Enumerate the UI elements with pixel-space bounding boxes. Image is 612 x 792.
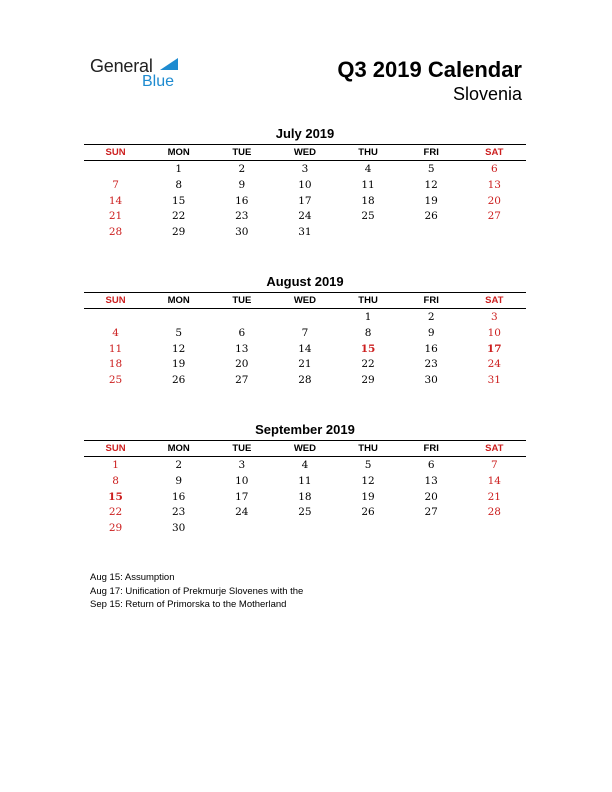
day-cell: 4 (112, 326, 119, 339)
day-cell: 21 (298, 358, 312, 371)
weekday-sun: SUN (105, 443, 126, 454)
day-cell: 26 (424, 210, 438, 223)
day-cell: 2 (175, 459, 183, 471)
day-cell: 30 (172, 522, 186, 535)
day-cell: 7 (301, 326, 309, 339)
weekday-sun: SUN (105, 295, 126, 306)
weekday-thu: THU (358, 295, 378, 306)
month-title: August 2019 (266, 274, 344, 289)
day-cell: 18 (108, 358, 123, 371)
day-cell: 11 (298, 474, 312, 487)
day-cell: 3 (490, 311, 498, 323)
day-cell: 20 (487, 194, 501, 207)
weekday-sun: SUN (105, 147, 126, 158)
weekday-tue: TUE (232, 295, 252, 306)
weekday-sat: SAT (485, 147, 504, 158)
day-cell: 23 (424, 358, 438, 371)
logo-word-general: General (90, 56, 153, 76)
weekday-fri: FRI (423, 295, 439, 306)
day-cell: 6 (490, 163, 498, 175)
empty-day-cell (210, 521, 273, 537)
day-cell: 19 (172, 358, 186, 371)
day-cell: 4 (364, 163, 372, 175)
day-cell: 25 (298, 506, 312, 519)
day-cell: 2 (427, 311, 435, 323)
empty-day-cell (273, 521, 336, 537)
day-cell: 26 (172, 374, 186, 387)
day-cell: 17 (298, 194, 312, 207)
week-row (84, 162, 526, 178)
weekday-header (84, 440, 526, 457)
day-cell: 8 (112, 474, 119, 487)
empty-day-cell (273, 310, 336, 326)
day-cell: 12 (424, 178, 438, 191)
empty-day-cell (147, 310, 210, 326)
week-row (84, 474, 526, 490)
empty-day-cell (400, 521, 463, 537)
day-cell: 31 (298, 226, 312, 239)
day-cell: 13 (487, 178, 501, 191)
country-name: Slovenia (452, 84, 522, 104)
day-cell: 28 (487, 506, 501, 519)
weekday-mon: MON (167, 147, 190, 158)
day-cell: 3 (301, 163, 309, 175)
month-title: July 2019 (275, 126, 335, 141)
day-cell: 6 (238, 326, 246, 339)
day-cell: 2 (238, 163, 246, 175)
day-cell: 10 (487, 326, 501, 339)
holiday-note: Aug 17: Unification of Prekmurje Slovenes with the (90, 585, 304, 597)
empty-day-cell (337, 521, 400, 537)
weekday-wed: WED (293, 443, 317, 454)
generalblue-logo (90, 56, 200, 96)
day-cell: 20 (424, 490, 438, 503)
weekday-header (84, 144, 526, 161)
day-cell: 12 (361, 474, 375, 487)
day-cell: 7 (490, 459, 498, 471)
day-cell: 11 (108, 342, 123, 355)
week-row (84, 209, 526, 225)
weekday-sat: SAT (485, 295, 504, 306)
weekday-sat: SAT (485, 443, 504, 454)
day-cell: 20 (235, 358, 249, 371)
day-cell: 15 (360, 342, 376, 355)
day-cell: 4 (301, 459, 309, 471)
day-cell: 19 (424, 194, 438, 207)
day-cell: 12 (172, 342, 186, 355)
day-cell: 1 (112, 459, 119, 471)
week-row (84, 357, 526, 373)
day-cell: 21 (487, 490, 501, 503)
weekday-fri: FRI (423, 147, 439, 158)
day-cell: 23 (235, 210, 249, 223)
weekday-header (84, 292, 526, 309)
day-cell: 18 (361, 194, 375, 207)
week-row (84, 178, 526, 194)
day-cell: 17 (235, 490, 249, 503)
day-cell: 29 (172, 226, 186, 239)
day-cell: 22 (361, 358, 375, 371)
day-cell: 1 (175, 163, 183, 175)
empty-day-cell (210, 310, 273, 326)
day-cell: 27 (424, 506, 438, 519)
day-cell: 10 (298, 178, 312, 191)
weekday-mon: MON (167, 443, 190, 454)
day-cell: 14 (298, 342, 312, 355)
day-cell: 25 (361, 210, 375, 223)
day-cell: 13 (235, 342, 249, 355)
logo-triangle-icon (160, 58, 178, 70)
day-cell: 8 (175, 178, 183, 191)
day-cell: 16 (172, 490, 186, 503)
day-cell: 31 (487, 374, 501, 387)
weeks-grid (84, 458, 526, 537)
day-cell: 22 (172, 210, 186, 223)
holiday-note: Sep 15: Return of Primorska to the Motherland (90, 599, 287, 611)
weekday-wed: WED (293, 295, 317, 306)
weeks-grid (84, 310, 526, 389)
page-title: Q3 2019 Calendar (337, 57, 522, 82)
day-cell: 28 (108, 226, 123, 239)
week-row (84, 521, 526, 537)
day-cell: 1 (364, 311, 372, 323)
day-cell: 11 (361, 178, 375, 191)
week-row (84, 310, 526, 326)
empty-day-cell (84, 310, 147, 326)
week-row (84, 373, 526, 389)
month-july (84, 126, 526, 241)
week-row (84, 505, 526, 521)
day-cell: 19 (361, 490, 375, 503)
day-cell: 9 (175, 474, 183, 487)
week-row (84, 225, 526, 241)
day-cell: 9 (427, 326, 435, 339)
day-cell: 5 (364, 459, 372, 471)
day-cell: 14 (108, 194, 123, 207)
week-row (84, 458, 526, 474)
empty-day-cell (400, 225, 463, 241)
weekday-thu: THU (358, 443, 378, 454)
day-cell: 10 (235, 474, 249, 487)
day-cell: 16 (235, 194, 249, 207)
weekday-tue: TUE (232, 147, 252, 158)
day-cell: 7 (112, 178, 119, 191)
week-row (84, 194, 526, 210)
day-cell: 9 (238, 178, 246, 191)
day-cell: 24 (298, 210, 312, 223)
week-row (84, 490, 526, 506)
day-cell: 6 (427, 459, 435, 471)
day-cell: 30 (235, 226, 249, 239)
day-cell: 15 (108, 490, 123, 503)
empty-day-cell (337, 225, 400, 241)
empty-day-cell (463, 521, 526, 537)
empty-day-cell (463, 225, 526, 241)
day-cell: 16 (424, 342, 438, 355)
month-august (84, 274, 526, 389)
holiday-notes (90, 571, 530, 612)
day-cell: 26 (361, 506, 375, 519)
day-cell: 25 (108, 374, 123, 387)
weekday-fri: FRI (423, 443, 439, 454)
day-cell: 29 (361, 374, 375, 387)
day-cell: 29 (108, 522, 123, 535)
weekday-mon: MON (167, 295, 190, 306)
day-cell: 14 (487, 474, 501, 487)
month-title: September 2019 (255, 422, 355, 437)
weekday-thu: THU (358, 147, 378, 158)
day-cell: 5 (427, 163, 435, 175)
weekday-tue: TUE (232, 443, 252, 454)
month-september (84, 422, 526, 537)
day-cell: 18 (298, 490, 312, 503)
holiday-note: Aug 15: Assumption (90, 572, 175, 583)
day-cell: 15 (172, 194, 186, 207)
day-cell: 24 (235, 506, 249, 519)
day-cell: 13 (424, 474, 438, 487)
day-cell: 8 (364, 326, 372, 339)
day-cell: 30 (424, 374, 438, 387)
week-row (84, 342, 526, 358)
day-cell: 17 (487, 342, 502, 355)
day-cell: 28 (298, 374, 312, 387)
empty-day-cell (84, 162, 147, 178)
day-cell: 3 (238, 459, 246, 471)
day-cell: 23 (172, 506, 186, 519)
weeks-grid (84, 162, 526, 241)
day-cell: 5 (175, 326, 183, 339)
day-cell: 22 (108, 506, 123, 519)
day-cell: 27 (487, 210, 501, 223)
day-cell: 21 (108, 210, 123, 223)
day-cell: 24 (487, 358, 501, 371)
week-row (84, 326, 526, 342)
logo-word-blue: Blue (142, 73, 175, 90)
day-cell: 27 (235, 374, 249, 387)
weekday-wed: WED (293, 147, 317, 158)
